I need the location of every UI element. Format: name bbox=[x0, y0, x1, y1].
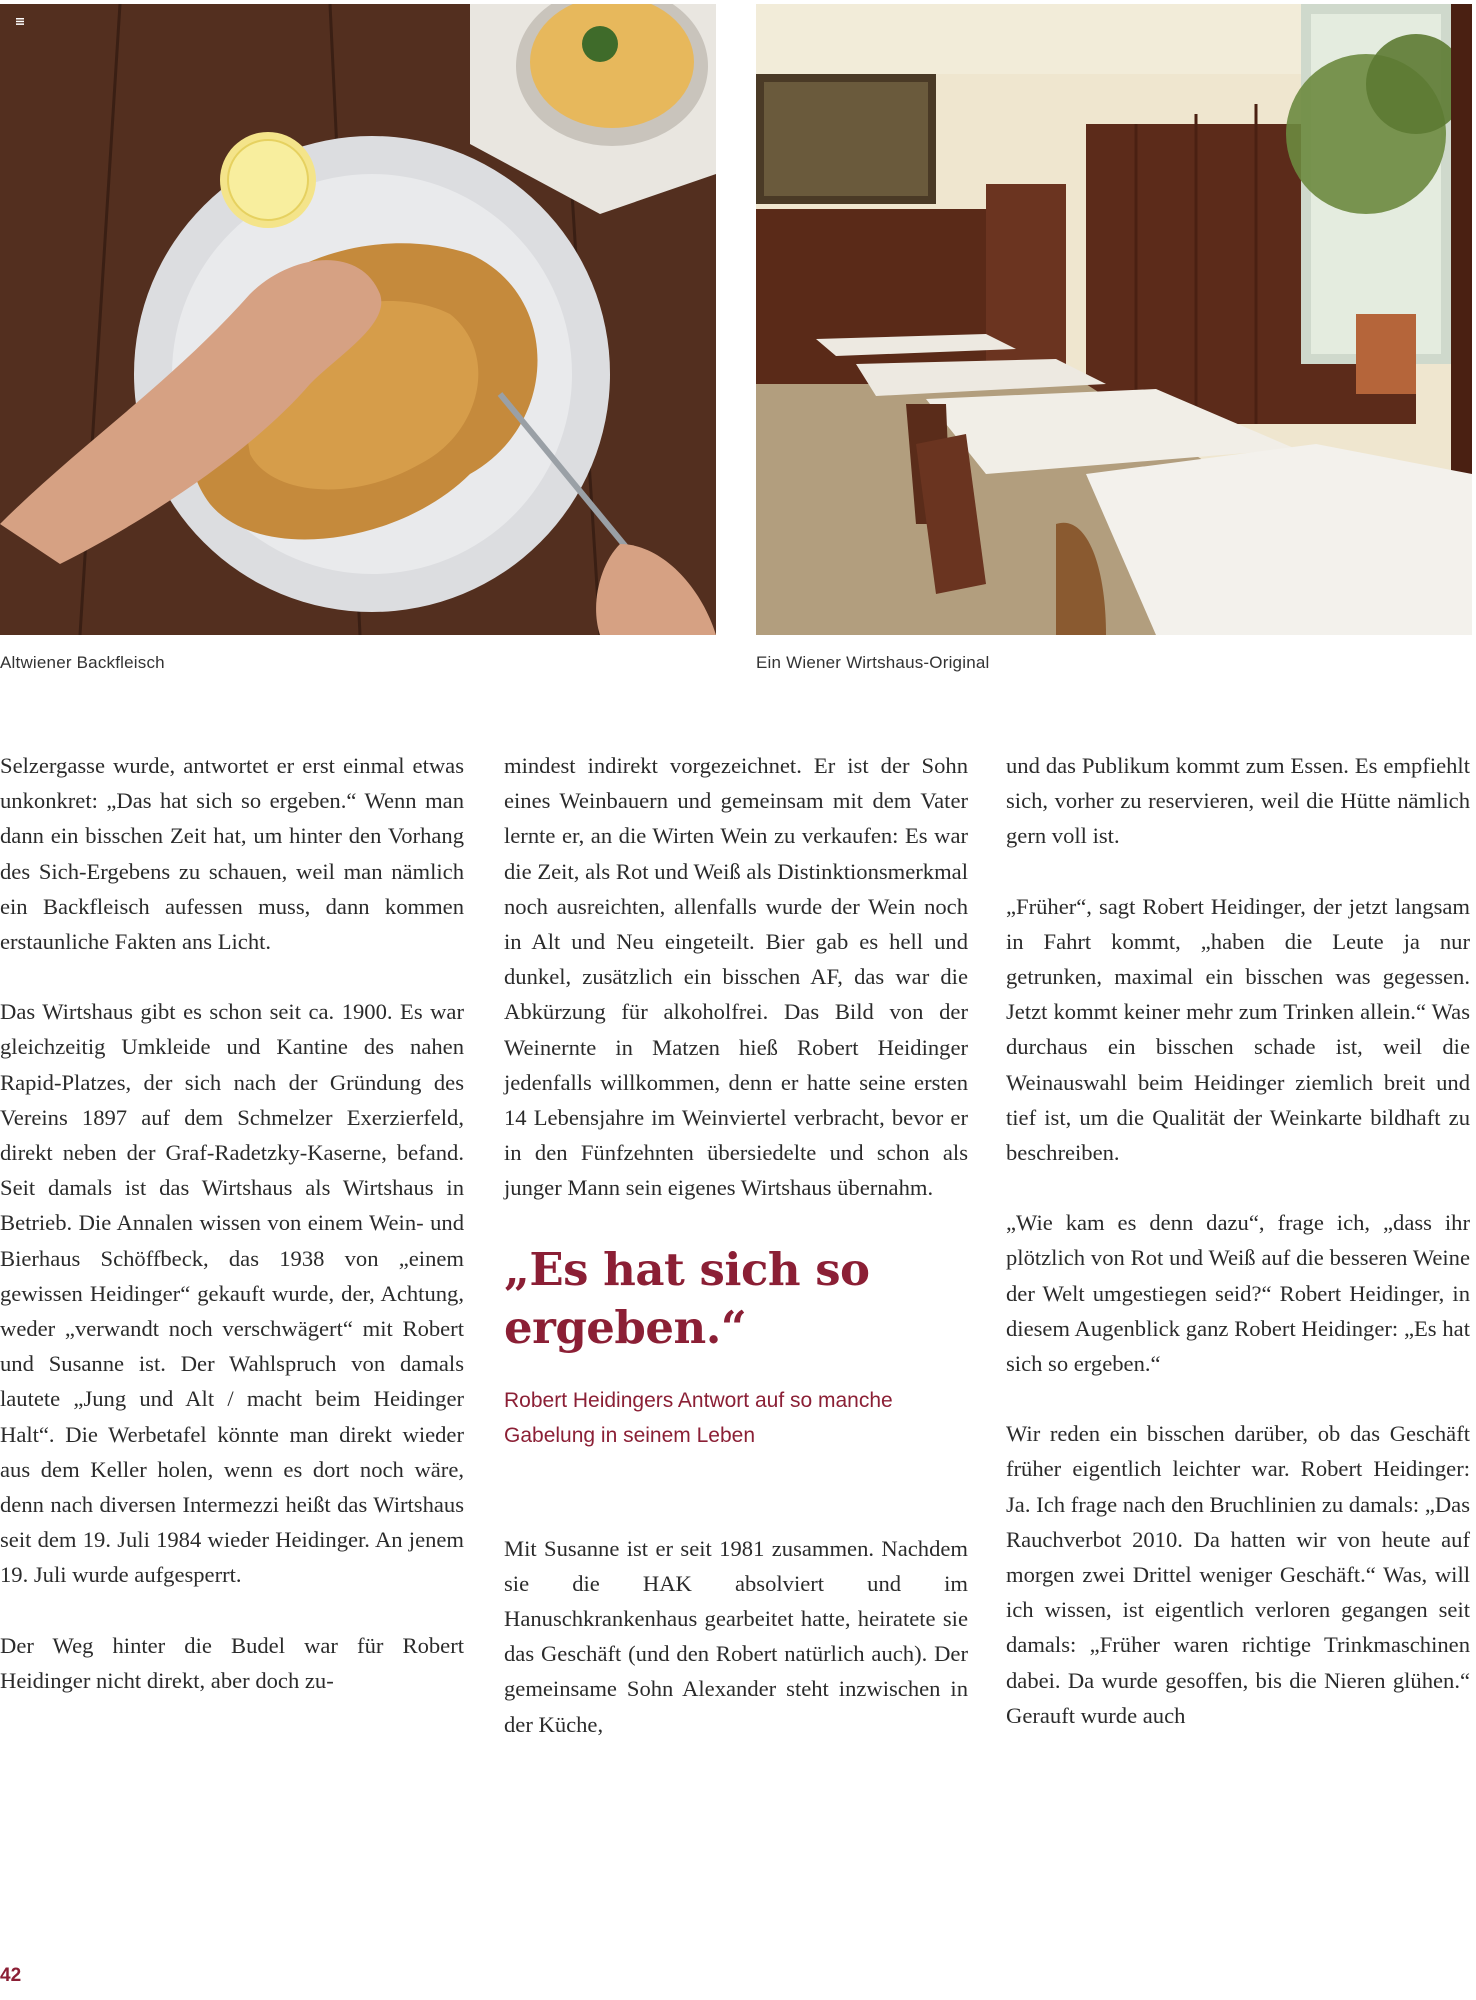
page-number: 42 bbox=[0, 1965, 22, 1986]
menu-icon[interactable] bbox=[16, 18, 24, 25]
wirtshaus-illustration bbox=[756, 4, 1472, 635]
paragraph: „Wie kam es denn dazu“, frage ich, „dass ihr plötzlich von Rot und Weiß auf die besseren Weine der Welt umgestiegen seid?“ Robert Heidinger, in diesem Augenblick ganz Robert Heidinger: „Es hat sich so ergeben.“ bbox=[1006, 1210, 1470, 1377]
photo-backfleisch bbox=[0, 4, 716, 635]
paragraph: „Früher“, sagt Robert Heidinger, der jetzt langsam in Fahrt kommt, „haben die Leute ja nur getrunken, maximal ein bisschen was gegessen. Jetzt kommt keiner mehr zum Trinken allein.“ Was durchaus ein bisschen schade ist, weil die Weinauswahl beim Heidinger ziemlich breit und tief ist, um die Qualität der Weinkarte bildhaft zu beschreiben. bbox=[1006, 893, 1470, 1166]
text-column-1 bbox=[0, 748, 464, 1733]
backfleisch-illustration bbox=[0, 4, 716, 635]
paragraph: Der Weg hinter die Budel war für Robert Heidinger nicht direkt, aber doch zu- bbox=[0, 1632, 464, 1693]
photo-wirtshaus bbox=[756, 4, 1472, 635]
pull-quote: „Es hat sich so ergeben.“ bbox=[504, 1242, 870, 1354]
text-column-3 bbox=[1006, 748, 1470, 1768]
text-column-2 bbox=[504, 748, 968, 1777]
image-caption-right: Ein Wiener Wirtshaus-Original bbox=[756, 653, 990, 672]
image-caption-left: Altwiener Backfleisch bbox=[0, 653, 165, 672]
paragraph: Das Wirtshaus gibt es schon seit ca. 1900. Es war gleichzeitig Umkleide und Kantine des nahen Rapid-Platzes, der sich nach der Gründung des Vereins 1897 auf dem Schmelzer Exerzierfeld, direkt neben der Graf-Radetzky-Kaserne, befand. Seit damals ist das Wirtshaus als Wirtshaus in Betrieb. Die Annalen wissen von einem Wein- und Bierhaus Schöffbeck, das 1938 von „einem gewissen Heidinger“ gekauft wurde, der, Achtung, weder „verwandt noch verschwägert“ mit Robert und Susanne ist. Der Wahlspruch von damals lautete „Jung und Alt / macht beim Heidinger Halt“. Die Werbetafel könnte man direkt wieder aus dem Keller holen, wenn es dort noch wäre, denn nach diversen Intermezzi heißt das Wirtshaus seit dem 19. Juli 1984 wieder Heidinger. An jenem 19. Juli wurde aufgesperrt. bbox=[0, 999, 464, 1588]
paragraph: Selzergasse wurde, antwortet er erst einmal etwas unkonkret: „Das hat sich so ergeben.“ Wenn man dann ein bisschen Zeit hat, um hinter den Vorhang des Sich-Ergebens zu schauen, weil man nämlich ein Backfleisch aufessen muss, dann kommen erstaunliche Fakten ans Licht. bbox=[0, 753, 464, 955]
pull-quote-caption: Robert Heidingers Antwort auf so manche Gabelung in seinem Leben bbox=[504, 1388, 893, 1447]
paragraph: Mit Susanne ist er seit 1981 zusammen. Nachdem sie die HAK absolviert und im Hanuschkrankenhaus gearbeitet hatte, heiratete sie das Geschäft (und den Robert natürlich auch). Der gemeinsame Sohn Alexander steht inzwischen in der Küche, bbox=[504, 1535, 968, 1737]
paragraph: mindest indirekt vorgezeichnet. Er ist der Sohn eines Weinbauern und gemeinsam mit dem Vater lernte er, an die Wirten Wein zu verkaufen: Es war die Zeit, als Rot und Weiß als Distinktionsmerkmal noch ausreichten, allenfalls wurde der Wein noch in Alt und Neu eingeteilt. Bier gab es hell und dunkel, zusätzlich ein bisschen AF, das war die Abkürzung für alkoholfrei. Das Bild von der Weinernte in Matzen hieß Robert Heidinger jedenfalls willkommen, denn er hatte seine ersten 14 Lebensjahre im Weinviertel verbracht, bevor er in den Fünfzehnten übersiedelte und schon als junger Mann sein eigenes Wirtshaus übernahm. bbox=[504, 753, 968, 1201]
paragraph: und das Publikum kommt zum Essen. Es empfiehlt sich, vorher zu reservieren, weil die Hütte nämlich gern voll ist. bbox=[1006, 753, 1470, 849]
paragraph: Wir reden ein bisschen darüber, ob das Geschäft früher eigentlich leichter war. Robert Heidinger: Ja. Ich frage nach den Bruchlinien zu damals: „Das Rauchverbot 2010. Da hatten wir von heute auf morgen zwei Drittel weniger Geschäft.“ Was, will ich wissen, ist eigentlich verloren gegangen seit damals: „Früher waren richtige Trinkmaschinen dabei. Da wurde gesoffen, bis die Nieren glühen.“ Gerauft wurde auch bbox=[1006, 1421, 1470, 1728]
